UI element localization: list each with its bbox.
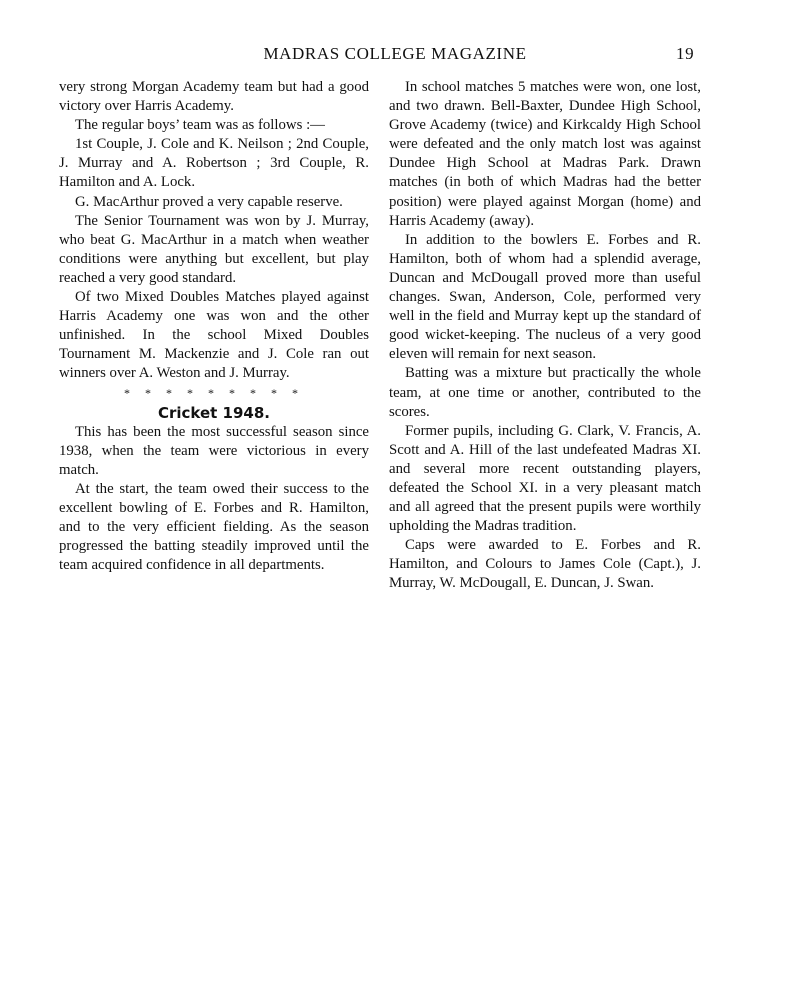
paragraph: At the start, the team owed their success to the excellent bowling of E. Forbes and R. Hamilton, and to the very efficient fielding. As the season progressed the batting steadily improved until the team acquired confidence in all departments. (59, 480, 369, 574)
paragraph: very strong Morgan Academy team but had a good victory over Harris Academy. (59, 79, 369, 115)
paragraph: In school matches 5 matches were won, one lost, and two drawn. Bell-Baxter, Dundee High School, Grove Academy (twice) and Kirkcaldy High School were defeated and the only match lost was against Dundee High School at Madras Park. Drawn matches (in both of which Madras had the better position) were played against Morgan (home) and Harris Academy (away). (389, 79, 701, 229)
page-number: 19 (676, 44, 695, 63)
paragraph: In addition to the bowlers E. Forbes and R. Hamilton, both of whom had a splendid average, Duncan and McDougall proved more than useful changes. Swan, Anderson, Cole, performed very well in the field and Murray kept up the standard of good wicket-keeping. The nucleus of a very good eleven will remain for next season. (389, 231, 701, 363)
paragraph: The regular boys’ team was as follows :— (75, 117, 325, 134)
paragraph: Caps were awarded to E. Forbes and R. Hamilton, and Colours to James Cole (Capt.), J. Murray, W. McDougall, E. Duncan, J. Swan. (389, 537, 701, 592)
paragraph: G. MacArthur proved a very capable reserve. (75, 193, 343, 210)
paragraph: The Senior Tournament was won by J. Murray, who beat G. MacArthur in a match when weather conditions were anything but excellent, but play reached a very good standard. (59, 212, 369, 286)
paragraph: Batting was a mixture but practically the whole team, at one time or another, contributed to the scores. (389, 365, 701, 420)
paragraph: This has been the most successful season since 1938, when the team were victorious in every match. (59, 423, 369, 478)
paragraph: Of two Mixed Doubles Matches played against Harris Academy one was won and the other unfinished. In the school Mixed Doubles Tournament M. Mackenzie and J. Cole ran out winners over A. Weston and J. Murray. (59, 289, 369, 382)
paragraph: 1st Couple, J. Cole and K. Neilson ; 2nd Couple, J. Murray and A. Robertson ; 3rd Couple, R. Hamilton and A. Lock. (59, 136, 369, 191)
right-column (389, 78, 701, 594)
left-column (59, 78, 369, 575)
paragraph: Former pupils, including G. Clark, V. Francis, A. Scott and A. Hill of the last undefeated Madras XI. and several more recent outstanding players, defeated the School XI. in a very pleasant match and all agreed that the present pupils were worthily upholding the Madras tradition. (389, 422, 701, 535)
section-heading: Cricket 1948. (157, 403, 271, 422)
magazine-title: MADRAS COLLEGE MAGAZINE (263, 44, 527, 63)
page-header (0, 44, 800, 68)
section-separator: * * * * * * * * * (124, 385, 304, 400)
